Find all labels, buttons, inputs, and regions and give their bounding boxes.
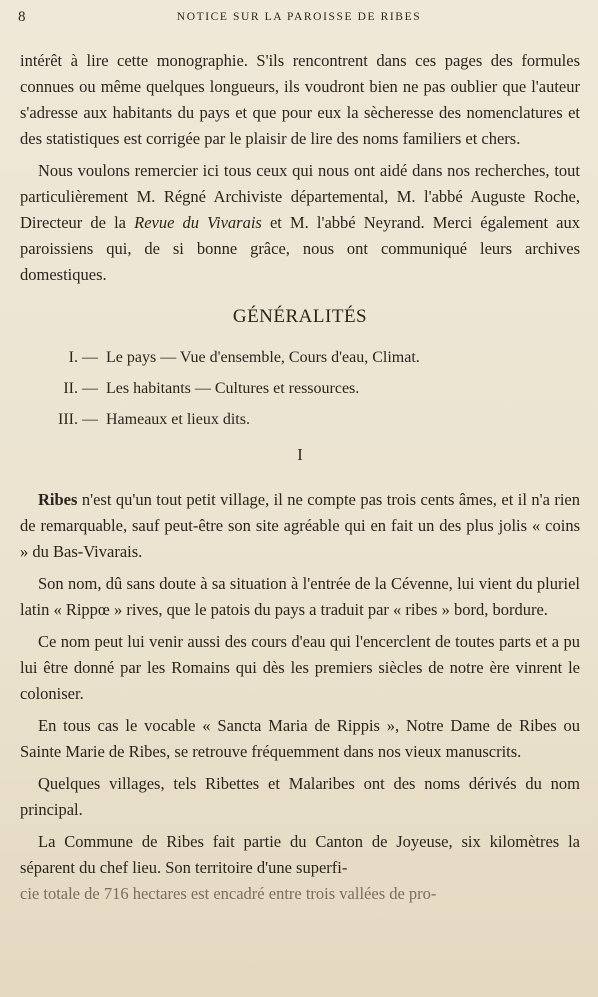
page-header: [18, 9, 580, 29]
contents-item-text: Le pays — Vue d'ensemble, Cours d'eau, Climat.: [106, 349, 420, 366]
chapter-paragraph-1: [20, 487, 580, 565]
contents-item-number: I. —: [68, 349, 98, 366]
contents-item-1: [50, 342, 580, 373]
chapter-paragraph-5: Quelques villages, tels Ribettes et Malaribes ont des noms dérivés du nom principal.: [20, 774, 580, 819]
running-title: NOTICE SUR LA PAROISSE DE RIBES: [176, 11, 422, 23]
contents-item-2: [50, 373, 580, 404]
intro-paragraph-2: [20, 158, 580, 288]
intro-p2-text-a: Nous voulons remercier ici tous ceux qui nous ont aidé dans nos recherches, tout particulièrement M. Régné Archiviste départemental, M. l'abbé Auguste Roche, Directeur de la: [20, 161, 580, 232]
chapter-paragraph-6: La Commune de Ribes fait partie du Canton de Joyeuse, six kilomètres la séparent du chef lieu. Son territoire d'une superfi-: [20, 832, 580, 877]
journal-title: Revue du Vivarais: [134, 213, 262, 232]
page-body: [20, 48, 580, 907]
chapter-p1-text: n'est qu'un tout petit village, il ne compte pas trois cents âmes, et il n'a rien de remarquable, sauf peut-être son site agréable qui en fait un des plus jolis « coins » du Bas-Vivarais.: [20, 490, 580, 561]
contents-item-text: Hameaux et lieux dits.: [106, 411, 250, 428]
chapter-paragraph-2: Son nom, dû sans doute à sa situation à l'entrée de la Cévenne, lui vient du pluriel latin « Rippœ » rives, que le patois du pays a traduit par « ribes » bord, bordure.: [20, 574, 580, 619]
section-contents-list: [50, 342, 580, 435]
chapter-paragraph-4: En tous cas le vocable « Sancta Maria de Rippis », Notre Dame de Ribes ou Sainte Marie de Ribes, se retrouve fréquemment dans nos vieux manuscrits.: [20, 716, 580, 761]
village-name: Ribes: [38, 490, 78, 509]
chapter-paragraph-6-continued: cie totale de 716 hectares est encadré entre trois vallées de pro-: [20, 884, 437, 903]
contents-item-text: Les habitants — Cultures et ressources.: [106, 380, 360, 397]
contents-item-number: III. —: [58, 411, 98, 428]
page-number: 8: [18, 9, 26, 25]
section-title: GÉNÉRALITÉS: [232, 306, 368, 327]
contents-item-3: [50, 404, 580, 435]
contents-item-number: II. —: [63, 380, 98, 397]
chapter-number: I: [297, 445, 303, 464]
intro-paragraph-1: intérêt à lire cette monographie. S'ils rencontrent dans ces pages des formules connues ou même quelques longueurs, ils voudront bien ne pas oublier que l'auteur s'adresse aux habitants du pays et que pour eux la sècheresse des nomenclatures et des statistiques est corrigée par le plaisir de lire des noms familiers et chers.: [20, 51, 580, 148]
intro-p2-text-b: et M. l'abbé Neyrand. Merci également aux paroissiens qui, de si bonne grâce, nous ont communiqué leurs archives domestiques.: [20, 213, 580, 284]
chapter-paragraph-3: Ce nom peut lui venir aussi des cours d'eau qui l'encerclent de toutes parts et a pu lui être donné par les Romains qui dès les premiers siècles de notre ère vinrent le coloniser.: [20, 632, 580, 703]
